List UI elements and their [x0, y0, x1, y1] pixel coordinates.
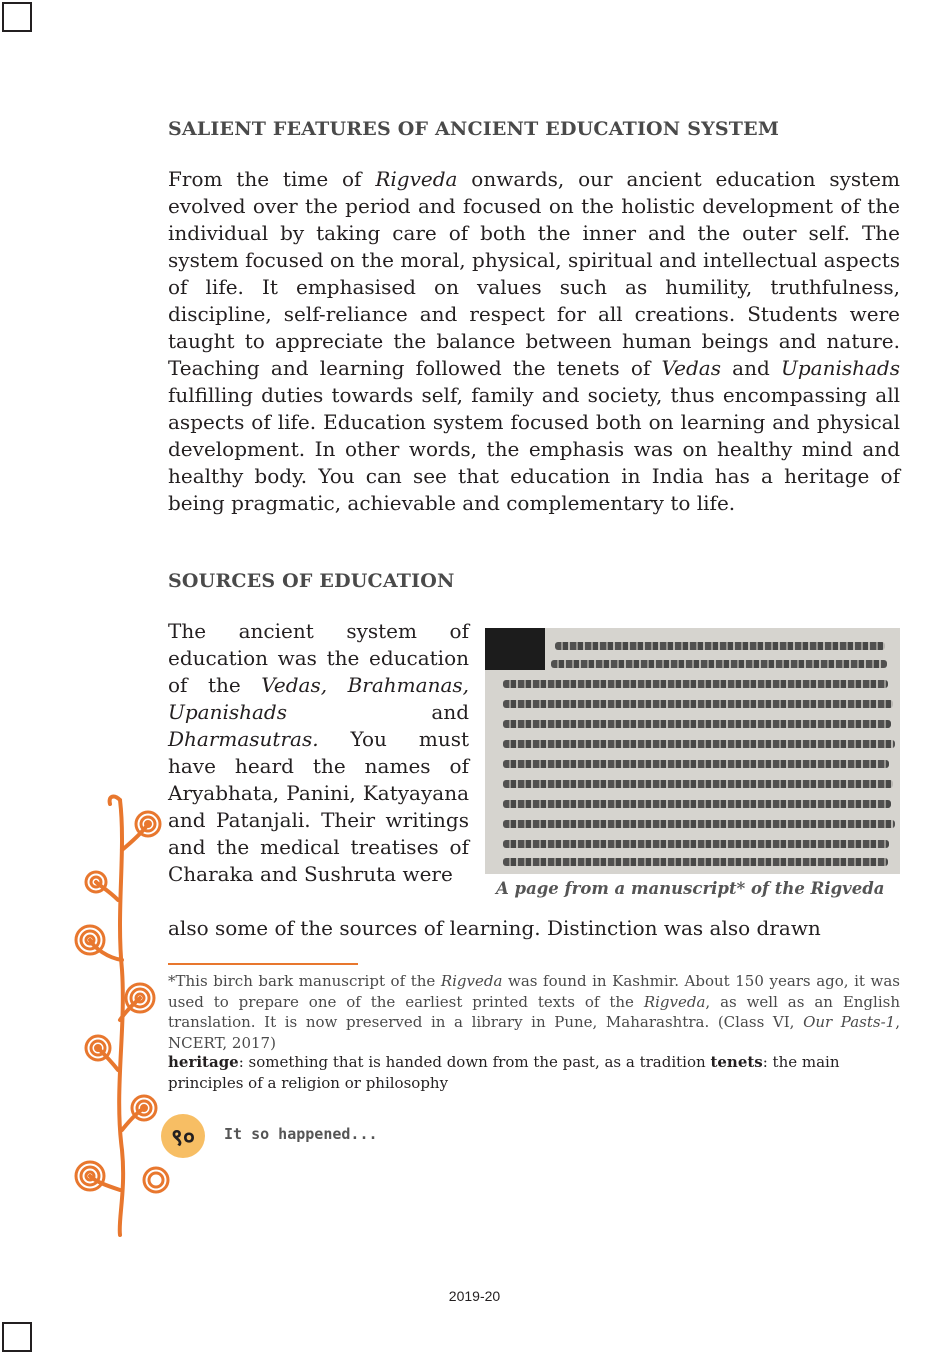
- text-run: You must have heard the names of Aryabhata, Panini, Katyayana and Patanjali. Their writings and the medical treatises of Charaka and Sushruta were: [168, 727, 469, 886]
- paragraph-sources-continued: also some of the sources of learning. Distinction was also drawn: [168, 916, 821, 940]
- glossary-term: heritage: [168, 1053, 239, 1071]
- manuscript-script-line: [503, 700, 893, 708]
- page-number: ९०: [171, 1125, 195, 1151]
- text-run: The ancient system of education was the education of the: [168, 619, 469, 697]
- italic-term: Rigveda: [375, 167, 458, 191]
- figure-caption: A page from a manuscript* of the Rigveda: [496, 879, 885, 898]
- glossary: [168, 1052, 900, 1093]
- manuscript-script-line: [503, 780, 893, 788]
- section-heading-sources: SOURCES OF EDUCATION: [168, 570, 455, 592]
- manuscript-script-line: [555, 642, 885, 650]
- text-run: was found in Kashmir. About 150 years ago, it was used to prepare one of the earliest printed texts of the: [168, 972, 900, 1011]
- italic-term: Rigveda: [440, 972, 503, 990]
- manuscript-script-line: [503, 740, 895, 748]
- text-run: fulfilling duties towards self, family and society, thus encompassing all aspects of life. Education system focused both on learning and physical development. In other words, the emphasis was on healthy mind and healthy body. You can see that education in India has a heritage of being pragmatic, achievable and complementary to life.: [168, 383, 900, 515]
- crop-mark-top: [2, 2, 32, 32]
- italic-term: Dharmasutras.: [168, 727, 319, 751]
- text-run: and: [720, 356, 781, 380]
- paragraph-sources: [168, 618, 469, 888]
- manuscript-script-line: [503, 680, 888, 688]
- print-year: 2019-20: [448, 1288, 501, 1304]
- italic-term: Our Pasts-1: [803, 1013, 896, 1031]
- manuscript-script-line: [503, 720, 891, 728]
- section-heading-salient-features: SALIENT FEATURES OF ANCIENT EDUCATION SYSTEM: [168, 118, 780, 140]
- text-run: , NCERT, 2017): [168, 1013, 900, 1052]
- footnote-divider: [168, 963, 358, 965]
- crop-mark-bottom: [2, 1322, 32, 1352]
- text-run: and: [287, 700, 469, 724]
- manuscript-image: [485, 628, 900, 874]
- glossary-term: tenets: [710, 1053, 763, 1071]
- italic-term: Vedas: [661, 356, 721, 380]
- italic-term: Upanishads: [781, 356, 900, 380]
- paragraph-salient-features: [168, 166, 900, 517]
- italic-term: Vedas, Brahmanas, Upanishads: [168, 673, 469, 724]
- text-run: From the time of: [168, 167, 376, 191]
- page-number-badge: [161, 1114, 205, 1158]
- manuscript-dark-corner: [485, 628, 545, 670]
- glossary-definition: : the main principles of a religion or philosophy: [168, 1053, 840, 1092]
- manuscript-script-line: [503, 800, 891, 808]
- manuscript-script-line: [551, 660, 887, 668]
- text-run: , as well as an English translation. It is now preserved in a library in Pune, Maharashtra. (Class VI,: [168, 992, 900, 1031]
- running-title: It so happened...: [224, 1125, 378, 1143]
- text-run: *This birch bark manuscript of the: [168, 972, 441, 990]
- manuscript-script-line: [503, 760, 889, 768]
- manuscript-script-line: [503, 820, 895, 828]
- footnote: [168, 971, 900, 1053]
- decorative-vine-icon: [68, 790, 178, 1240]
- manuscript-script-line: [503, 840, 889, 848]
- manuscript-script-line: [503, 858, 888, 866]
- glossary-definition: : something that is handed down from the past, as a tradition: [238, 1053, 711, 1071]
- italic-term: Rigveda: [643, 992, 706, 1011]
- text-run: onwards, our ancient education system evolved over the period and focused on the holistic development of the individual by taking care of both the inner and the outer self. The system focused on the moral, physical, spiritual and intellectual aspects of life. It emphasised on values such as humility, truthfulness, discipline, self-reliance and respect for all creations. Students were taught to appreciate the balance between human beings and nature. Teaching and learning followed the tenets of: [168, 167, 900, 380]
